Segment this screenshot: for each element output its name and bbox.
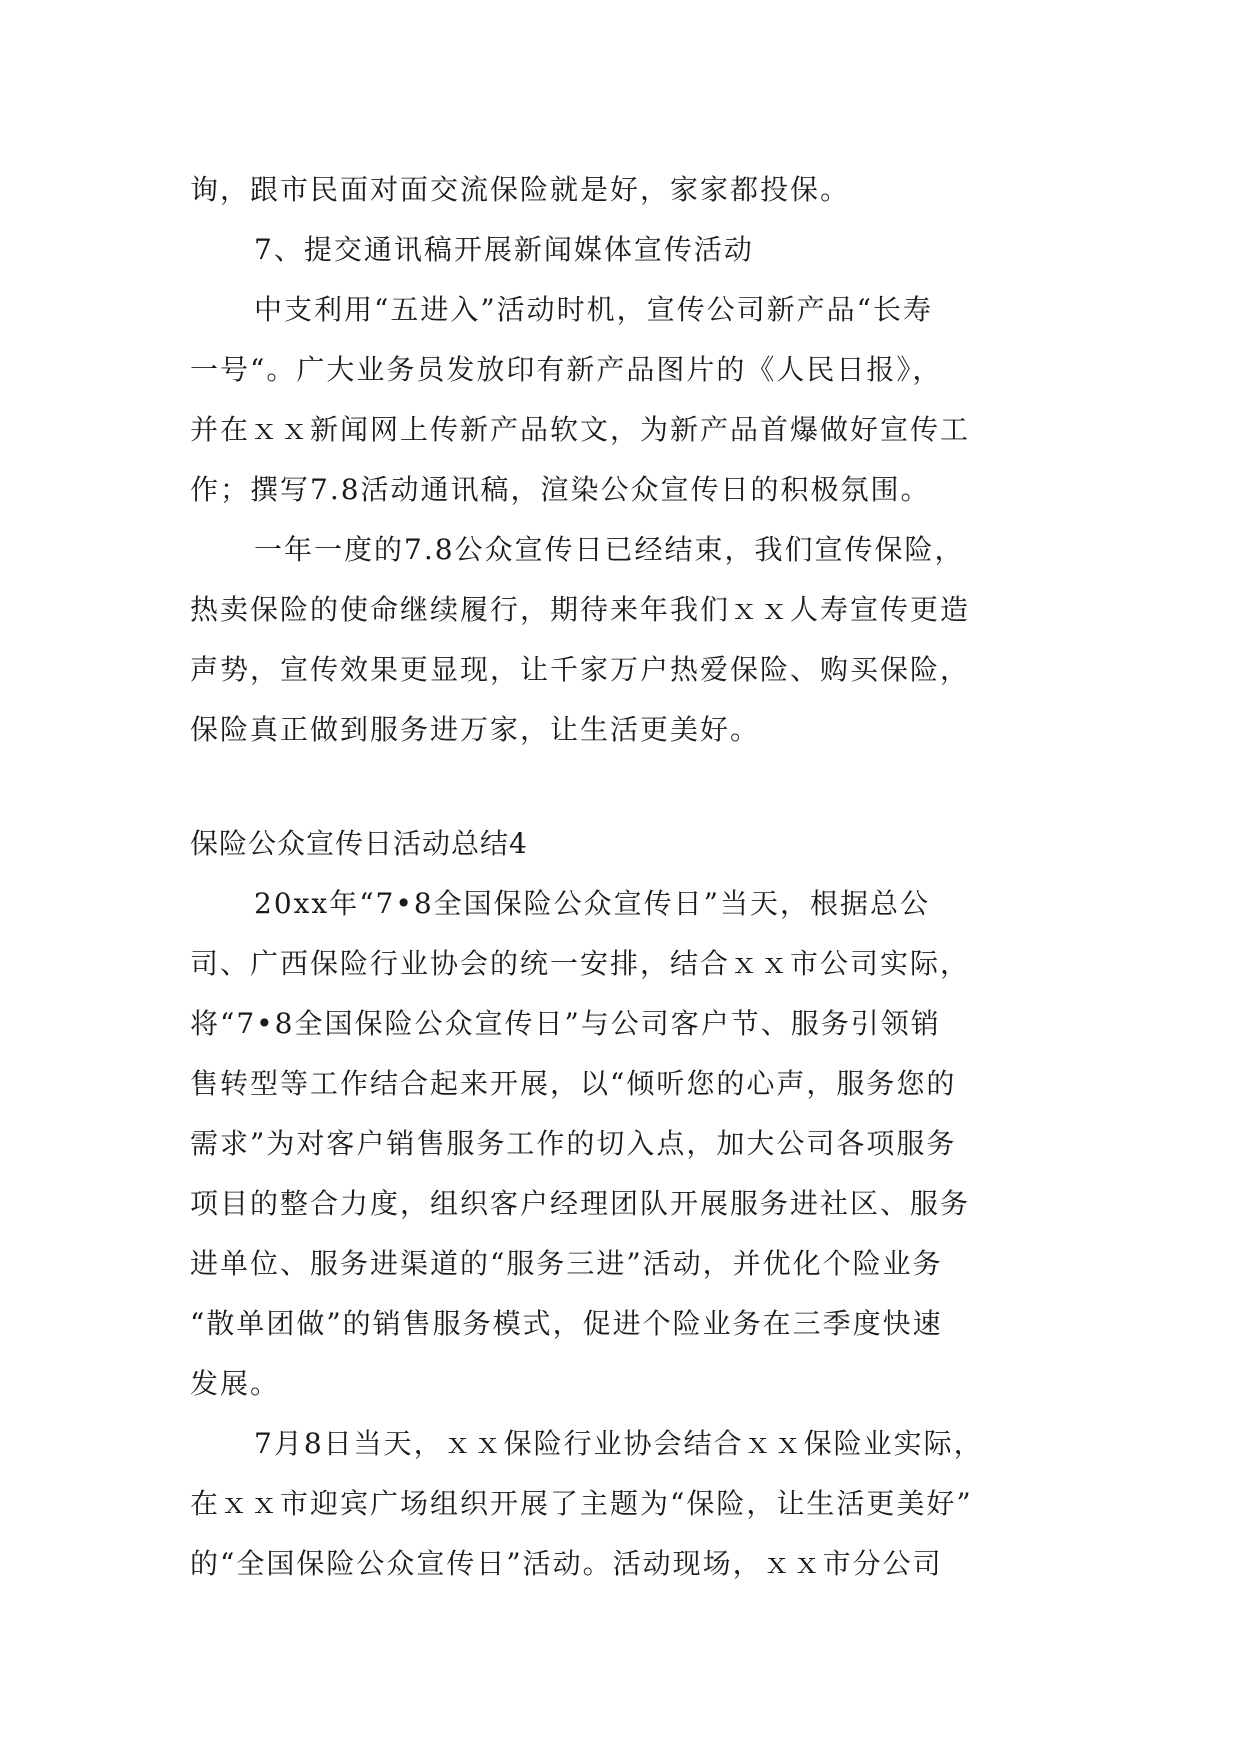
text-line: 进单位、服务进渠道的“服务三进”活动，并优化个险业务 — [190, 1247, 943, 1280]
text-line: 将“7•8全国保险公众宣传日”与公司客户节、服务引领销 — [190, 1007, 941, 1040]
subheading-item-7 — [190, 220, 1070, 280]
text-line: 保险真正做到服务进万家，让生活更美好。 — [190, 713, 761, 746]
text-line: 一号“。广大业务员发放印有新产品图片的《人民日报》， — [190, 353, 943, 386]
text-line: 7月8日当天，ｘｘ保险行业协会结合ｘｘ保险业实际， — [254, 1427, 984, 1460]
text-line: 作；撰写7.8活动通讯稿，渲染公众宣传日的积极氛围。 — [190, 473, 931, 506]
paragraph — [190, 520, 1070, 760]
text-line: 项目的整合力度，组织客户经理团队开展服务进社区、服务 — [190, 1187, 971, 1220]
text-line: 司、广西保险行业协会的统一安排，结合ｘｘ市公司实际， — [190, 947, 971, 980]
paragraph — [190, 874, 1070, 1414]
text-line: 发展。 — [190, 1367, 281, 1400]
text-line: 需求”为对客户销售服务工作的切入点，加大公司各项服务 — [190, 1127, 957, 1160]
text-line: 一年一度的7.8公众宣传日已经结束，我们宣传保险， — [254, 533, 965, 566]
paragraph — [190, 1414, 1070, 1594]
text-line: 的“全国保险公众宣传日”活动。活动现场，ｘｘ市分公司 — [190, 1547, 943, 1580]
text-line: 20xx年“7•8全国保险公众宣传日”当天，根据总公 — [254, 887, 930, 920]
text-line: 中支利用“五进入”活动时机，宣传公司新产品“长寿 — [254, 293, 933, 326]
text-line: 售转型等工作结合起来开展，以“倾听您的心声，服务您的 — [190, 1067, 957, 1100]
text-line: 询，跟市民面对面交流保险就是好，家家都投保。 — [190, 173, 851, 206]
text-line: 7、提交通讯稿开展新闻媒体宣传活动 — [254, 233, 754, 266]
text-line: 热卖保险的使命继续履行，期待来年我们ｘｘ人寿宣传更造 — [190, 593, 971, 626]
paragraph-continuation — [190, 160, 1070, 220]
section-spacer — [190, 760, 1070, 814]
text-line: 并在ｘｘ新闻网上传新产品软文，为新产品首爆做好宣传工 — [190, 413, 971, 446]
paragraph — [190, 280, 1070, 520]
text-line: 在ｘｘ市迎宾广场组织开展了主题为“保险，让生活更美好” — [190, 1487, 973, 1520]
text-line: 声势，宣传效果更显现，让千家万户热爱保险、购买保险， — [190, 653, 971, 686]
document-body — [190, 160, 1070, 1594]
text-line: “散单团做”的销售服务模式，促进个险业务在三季度快速 — [190, 1307, 943, 1340]
section-title: 保险公众宣传日活动总结4 — [190, 827, 528, 860]
